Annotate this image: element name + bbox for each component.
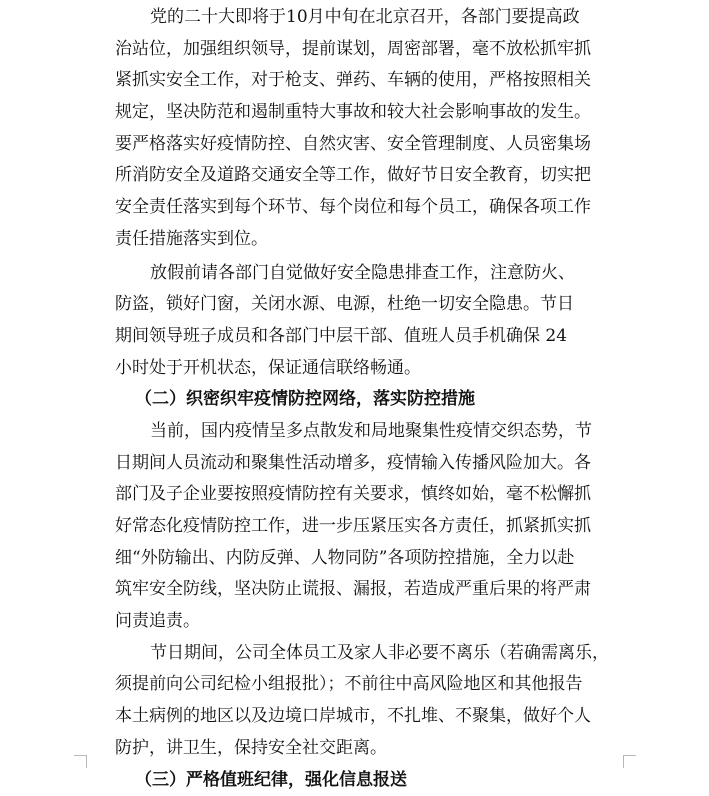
paragraph-line: 日期间人员流动和聚集性活动增多，疫情输入传播风险加大。各 <box>115 448 625 480</box>
paragraph-line: 治站位，加强组织领导，提前谋划，周密部署，毫不放松抓牢抓 <box>115 34 625 66</box>
paragraph-line: 所消防安全及道路交通安全等工作，做好节日安全教育，切实把 <box>115 160 625 192</box>
paragraph-line: 部门及子企业要按照疫情防控有关要求，慎终如始，毫不松懈抓 <box>115 479 625 511</box>
paragraph-line: 筑牢安全防线，坚决防止谎报、漏报，若造成严重后果的将严肃 <box>115 574 625 606</box>
paragraph-line: 问责追责。 <box>115 606 625 638</box>
section-heading: （三）严格值班纪律，强化信息报送 <box>115 765 625 796</box>
paragraph-line: 党的二十大即将于10月中旬在北京召开，各部门要提高政 <box>115 2 625 34</box>
margin-corner-marker <box>623 755 636 768</box>
paragraph-line: 放假前请各部门自觉做好安全隐患排查工作，注意防火、 <box>115 258 625 290</box>
paragraph-line: 当前，国内疫情呈多点散发和局地聚集性疫情交织态势，节 <box>115 416 625 448</box>
paragraph-line: 要严格落实好疫情防控、自然灾害、安全管理制度、人员密集场 <box>115 129 625 161</box>
paragraph-line: 小时处于开机状态，保证通信联络畅通。 <box>115 353 625 385</box>
paragraph-line: 期间领导班子成员和各部门中层干部、值班人员手机确保 24 <box>115 321 625 353</box>
margin-corner-marker <box>74 755 87 768</box>
paragraph-line: 细“外防输出、内防反弹、人物同防”各项防控措施，全力以赴 <box>115 543 625 575</box>
document-body <box>115 2 625 796</box>
paragraph-line: 好常态化疫情防控工作，进一步压紧压实各方责任，抓紧抓实抓 <box>115 511 625 543</box>
paragraph-line: 紧抓实安全工作，对于枪支、弹药、车辆的使用，严格按照相关 <box>115 65 625 97</box>
section-heading: （二）织密织牢疫情防控网络，落实防控措施 <box>115 384 625 416</box>
paragraph-line: 责任措施落实到位。 <box>115 224 625 256</box>
paragraph-line: 安全责任落实到每个环节、每个岗位和每个员工，确保各项工作 <box>115 192 625 224</box>
paragraph-line: 须提前向公司纪检小组报批）；不前往中高风险地区和其他报告 <box>115 669 625 701</box>
paragraph-line: 防盗，锁好门窗，关闭水源、电源，杜绝一切安全隐患。节日 <box>115 289 625 321</box>
paragraph-line: 防护，讲卫生，保持安全社交距离。 <box>115 733 625 765</box>
paragraph-line: 本土病例的地区以及边境口岸城市，不扎堆、不聚集，做好个人 <box>115 701 625 733</box>
paragraph-line: 节日期间，公司全体员工及家人非必要不离乐（若确需离乐， <box>115 638 625 670</box>
paragraph-line: 规定，坚决防范和遏制重特大事故和较大社会影响事故的发生。 <box>115 97 625 129</box>
